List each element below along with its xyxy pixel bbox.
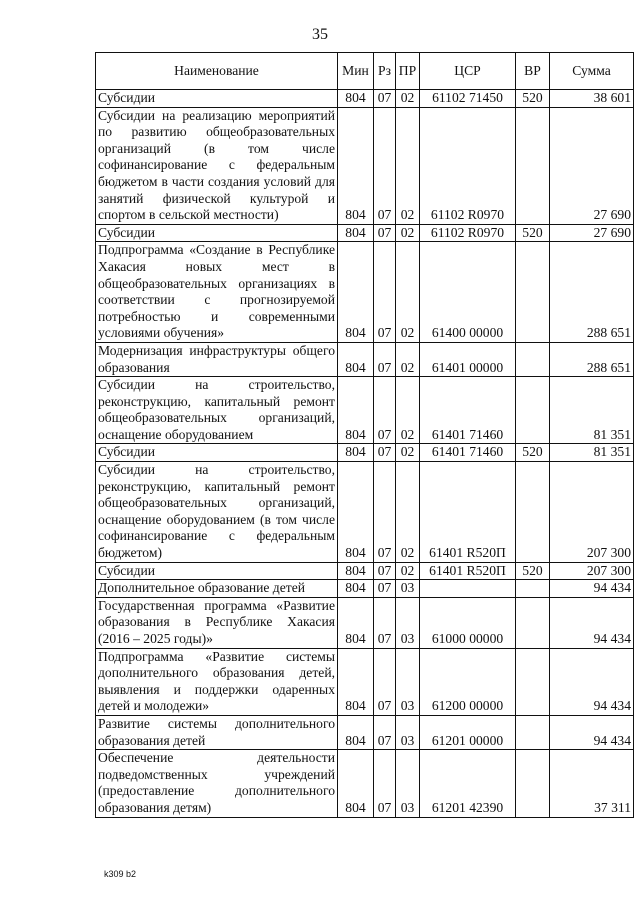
row-min-cell: 804 [338,242,374,343]
row-pr-cell: 02 [396,444,420,462]
row-rz-cell: 07 [374,342,396,376]
row-csr-cell: 61000 00000 [420,597,516,648]
row-vr-cell [516,377,550,444]
row-min-cell: 804 [338,715,374,749]
row-vr-cell [516,462,550,563]
row-name-cell: Субсидии на строительство, реконструкцию, капитальный ремонт общеобразовательных организаций, оснащение оборудованием [96,377,338,444]
row-pr-cell: 02 [396,107,420,224]
row-sum-cell: 27 690 [550,107,634,224]
row-vr-cell: 520 [516,224,550,242]
row-csr-cell: 61401 R520П [420,462,516,563]
row-csr-cell: 61201 00000 [420,715,516,749]
row-min-cell: 804 [338,597,374,648]
row-rz-cell: 07 [374,242,396,343]
header-vr: ВР [516,53,550,90]
row-name-cell: Государственная программа «Развитие образования в Республике Хакасия (2016 – 2025 годы)» [96,597,338,648]
row-pr-cell: 03 [396,750,420,817]
row-vr-cell [516,750,550,817]
table-row [96,597,634,648]
budget-table [95,52,634,818]
table-row [96,444,634,462]
row-name-cell: Дополнительное образование детей [96,580,338,598]
row-rz-cell: 07 [374,580,396,598]
row-sum-cell: 94 434 [550,715,634,749]
row-csr-cell: 61102 71450 [420,90,516,108]
row-name-cell: Субсидии на строительство, реконструкцию, капитальный ремонт общеобразовательных организаций, оснащение оборудованием (в том числе софинансирование с федеральным бюджетом) [96,462,338,563]
row-sum-cell: 288 651 [550,242,634,343]
row-rz-cell: 07 [374,648,396,715]
row-csr-cell: 61401 71460 [420,444,516,462]
header-csr: ЦСР [420,53,516,90]
table-row [96,648,634,715]
row-min-cell: 804 [338,107,374,224]
row-rz-cell: 07 [374,377,396,444]
header-min: Мин [338,53,374,90]
table-row [96,580,634,598]
row-vr-cell [516,580,550,598]
row-vr-cell: 520 [516,444,550,462]
row-rz-cell: 07 [374,444,396,462]
table-row [96,224,634,242]
row-sum-cell: 94 434 [550,580,634,598]
row-name-cell: Субсидии [96,562,338,580]
row-csr-cell: 61200 00000 [420,648,516,715]
row-name-cell: Подпрограмма «Создание в Республике Хакасия новых мест в общеобразовательных организациях в соответствии с прогнозируемой потребностью и современными условиями обучения» [96,242,338,343]
row-pr-cell: 03 [396,597,420,648]
row-pr-cell: 02 [396,462,420,563]
row-sum-cell: 38 601 [550,90,634,108]
table-row [96,562,634,580]
row-min-cell: 804 [338,342,374,376]
row-pr-cell: 03 [396,580,420,598]
row-pr-cell: 03 [396,648,420,715]
row-name-cell: Субсидии [96,90,338,108]
header-name: Наименование [96,53,338,90]
row-rz-cell: 07 [374,462,396,563]
footer-code: k309 b2 [104,869,137,879]
row-pr-cell: 02 [396,90,420,108]
row-name-cell: Субсидии [96,224,338,242]
row-min-cell: 804 [338,377,374,444]
table-row [96,715,634,749]
row-name-cell: Развитие системы дополнительного образования детей [96,715,338,749]
row-sum-cell: 27 690 [550,224,634,242]
row-rz-cell: 07 [374,597,396,648]
row-csr-cell: 61401 R520П [420,562,516,580]
table-row [96,750,634,817]
table-row [96,377,634,444]
row-name-cell: Модернизация инфраструктуры общего образования [96,342,338,376]
row-pr-cell: 03 [396,715,420,749]
row-name-cell: Субсидии [96,444,338,462]
row-rz-cell: 07 [374,715,396,749]
row-csr-cell: 61401 71460 [420,377,516,444]
row-min-cell: 804 [338,462,374,563]
row-vr-cell [516,715,550,749]
row-min-cell: 804 [338,224,374,242]
row-min-cell: 804 [338,648,374,715]
row-pr-cell: 02 [396,242,420,343]
row-sum-cell: 207 300 [550,562,634,580]
row-sum-cell: 81 351 [550,377,634,444]
row-vr-cell [516,648,550,715]
table-row [96,90,634,108]
row-csr-cell [420,580,516,598]
row-csr-cell: 61201 42390 [420,750,516,817]
row-sum-cell: 37 311 [550,750,634,817]
table-row [96,242,634,343]
row-rz-cell: 07 [374,750,396,817]
table-header-row [96,53,634,90]
row-min-cell: 804 [338,580,374,598]
row-min-cell: 804 [338,444,374,462]
row-pr-cell: 02 [396,224,420,242]
row-pr-cell: 02 [396,377,420,444]
row-sum-cell: 207 300 [550,462,634,563]
row-pr-cell: 02 [396,562,420,580]
row-min-cell: 804 [338,90,374,108]
row-min-cell: 804 [338,562,374,580]
row-vr-cell [516,242,550,343]
row-rz-cell: 07 [374,224,396,242]
row-pr-cell: 02 [396,342,420,376]
row-rz-cell: 07 [374,90,396,108]
header-sum: Сумма [550,53,634,90]
row-vr-cell [516,597,550,648]
page-number: 35 [312,26,328,43]
row-sum-cell: 94 434 [550,597,634,648]
row-vr-cell [516,342,550,376]
header-pr: ПР [396,53,420,90]
table-row [96,107,634,224]
row-sum-cell: 94 434 [550,648,634,715]
row-rz-cell: 07 [374,562,396,580]
table-row [96,342,634,376]
row-sum-cell: 288 651 [550,342,634,376]
row-vr-cell: 520 [516,562,550,580]
row-rz-cell: 07 [374,107,396,224]
row-name-cell: Подпрограмма «Развитие системы дополнительного образования детей, выявления и поддержки одаренных детей и молодежи» [96,648,338,715]
row-vr-cell [516,107,550,224]
row-sum-cell: 81 351 [550,444,634,462]
row-min-cell: 804 [338,750,374,817]
row-name-cell: Обеспечение деятельности подведомственных учреждений (предоставление дополнительного образования детям) [96,750,338,817]
row-csr-cell: 61400 00000 [420,242,516,343]
table-row [96,462,634,563]
header-rz: Рз [374,53,396,90]
row-csr-cell: 61102 R0970 [420,107,516,224]
row-vr-cell: 520 [516,90,550,108]
row-csr-cell: 61401 00000 [420,342,516,376]
row-csr-cell: 61102 R0970 [420,224,516,242]
row-name-cell: Субсидии на реализацию мероприятий по развитию общеобразовательных организаций (в том числе софинансирование с федеральным бюджетом в части создания условий для занятий физической культурой и спортом в сельской местности) [96,107,338,224]
